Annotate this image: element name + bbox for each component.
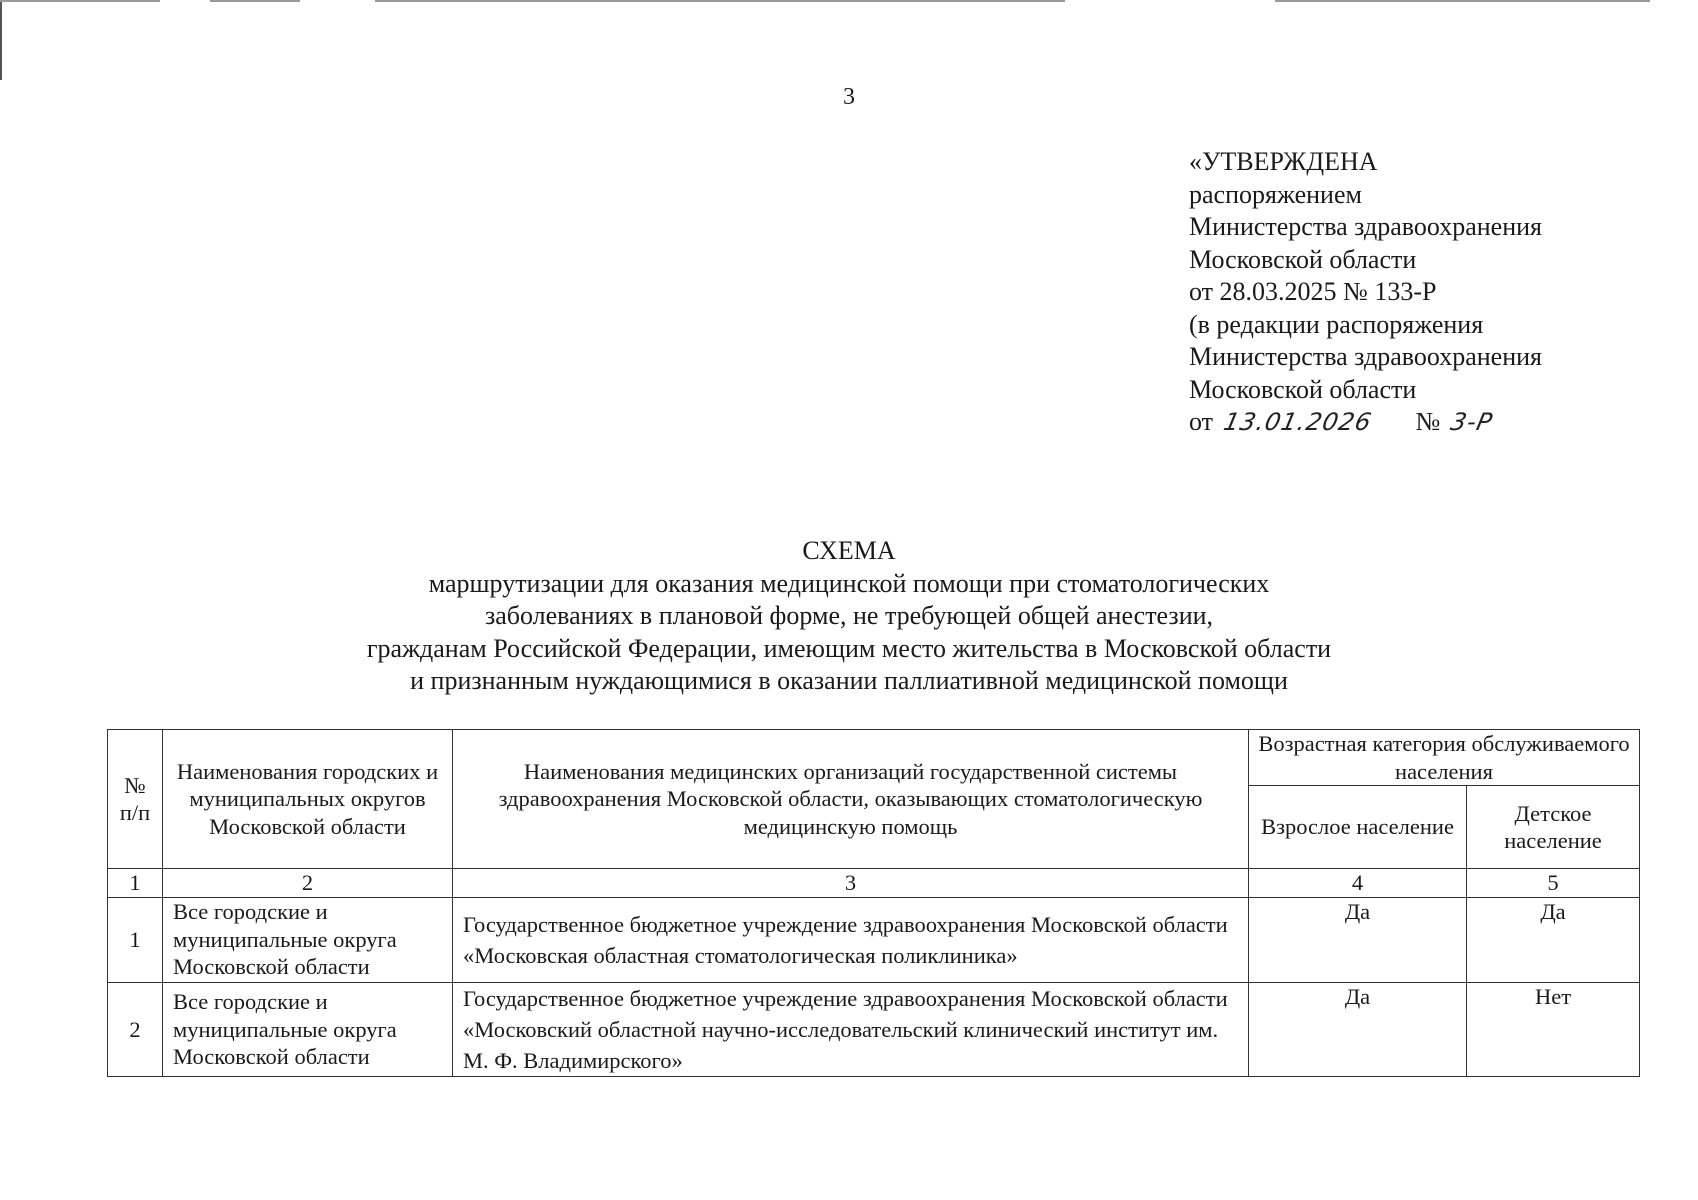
column-number-row [108, 869, 1640, 898]
column-number: 1 [108, 869, 163, 898]
scan-top-artifact [210, 0, 300, 2]
handwritten-date: 13.01.2026 [1220, 408, 1374, 436]
column-number: 2 [163, 869, 453, 898]
document-subtitle-line: заболеваниях в плановой форме, не требующей общей анестезии, [484, 601, 1214, 630]
row-children: Да [1467, 898, 1640, 983]
header-organizations: Наименования медицинских организаций государственной системы здравоохранения Московской области, оказывающих стоматологическую медицинскую помощь [453, 730, 1249, 869]
row-children: Нет [1467, 983, 1640, 1077]
approval-line: «УТВЕРЖДЕНА [1189, 147, 1378, 176]
row-districts: Все городские и муниципальные округа Московской области [163, 898, 453, 983]
scan-edge-artifact [0, 0, 2, 80]
row-num: 2 [108, 983, 163, 1077]
scan-top-artifact [1275, 0, 1650, 2]
header-age-category: Возрастная категория обслуживаемого населения [1249, 730, 1640, 786]
header-children: Детское население [1467, 786, 1640, 869]
routing-table [107, 729, 1640, 1077]
header-num: № п/п [108, 730, 163, 869]
document-subtitle-line: маршрутизации для оказания медицинской помощи при стоматологических [428, 568, 1270, 598]
table-row [108, 898, 1640, 983]
row-adult: Да [1249, 898, 1467, 983]
approval-line: (в редакции распоряжения [1189, 309, 1484, 339]
approval-line: Московской области [1189, 374, 1417, 404]
row-organization: Государственное бюджетное учреждение здравоохранения Московской области «Московский областной научно-исследовательский клинический институт им. М. Ф. Владимирского» [453, 983, 1249, 1077]
row-adult: Да [1249, 983, 1467, 1077]
scan-top-artifact [0, 0, 160, 2]
document-title-block [0, 535, 1698, 698]
approval-line: Московской области [1189, 244, 1417, 274]
page-number: 3 [843, 84, 855, 110]
approval-from-prefix: от [1189, 407, 1214, 436]
document-subtitle-line: гражданам Российской Федерации, имеющим место жительства в Московской области [366, 633, 1332, 663]
table-header-row [108, 730, 1640, 786]
header-adult: Взрослое население [1249, 786, 1467, 869]
row-num: 1 [108, 898, 163, 983]
column-number: 4 [1249, 869, 1467, 898]
number-sign: № [1415, 407, 1441, 436]
approval-line: от 28.03.2025 № 133-Р [1189, 277, 1437, 306]
document-title: СХЕМА [802, 536, 896, 565]
approval-line: распоряжением [1189, 179, 1362, 209]
approval-date-line [1189, 406, 1542, 439]
approval-line: Министерства здравоохранения [1189, 212, 1542, 241]
row-districts: Все городские и муниципальные округа Московской области [163, 983, 453, 1077]
approval-stamp-block [1189, 146, 1542, 439]
approval-line: Министерства здравоохранения [1189, 342, 1542, 371]
column-number: 3 [453, 869, 1249, 898]
handwritten-number: 3-Р [1447, 408, 1496, 436]
document-subtitle-line: и признанным нуждающимися в оказании паллиативной медицинской помощи [410, 666, 1288, 695]
column-number: 5 [1467, 869, 1640, 898]
table-row [108, 983, 1640, 1077]
header-districts: Наименования городских и муниципальных округов Московской области [163, 730, 453, 869]
scan-top-artifact [375, 0, 1065, 2]
row-organization: Государственное бюджетное учреждение здравоохранения Московской области «Московская областная стоматологическая поликлиника» [453, 898, 1249, 983]
